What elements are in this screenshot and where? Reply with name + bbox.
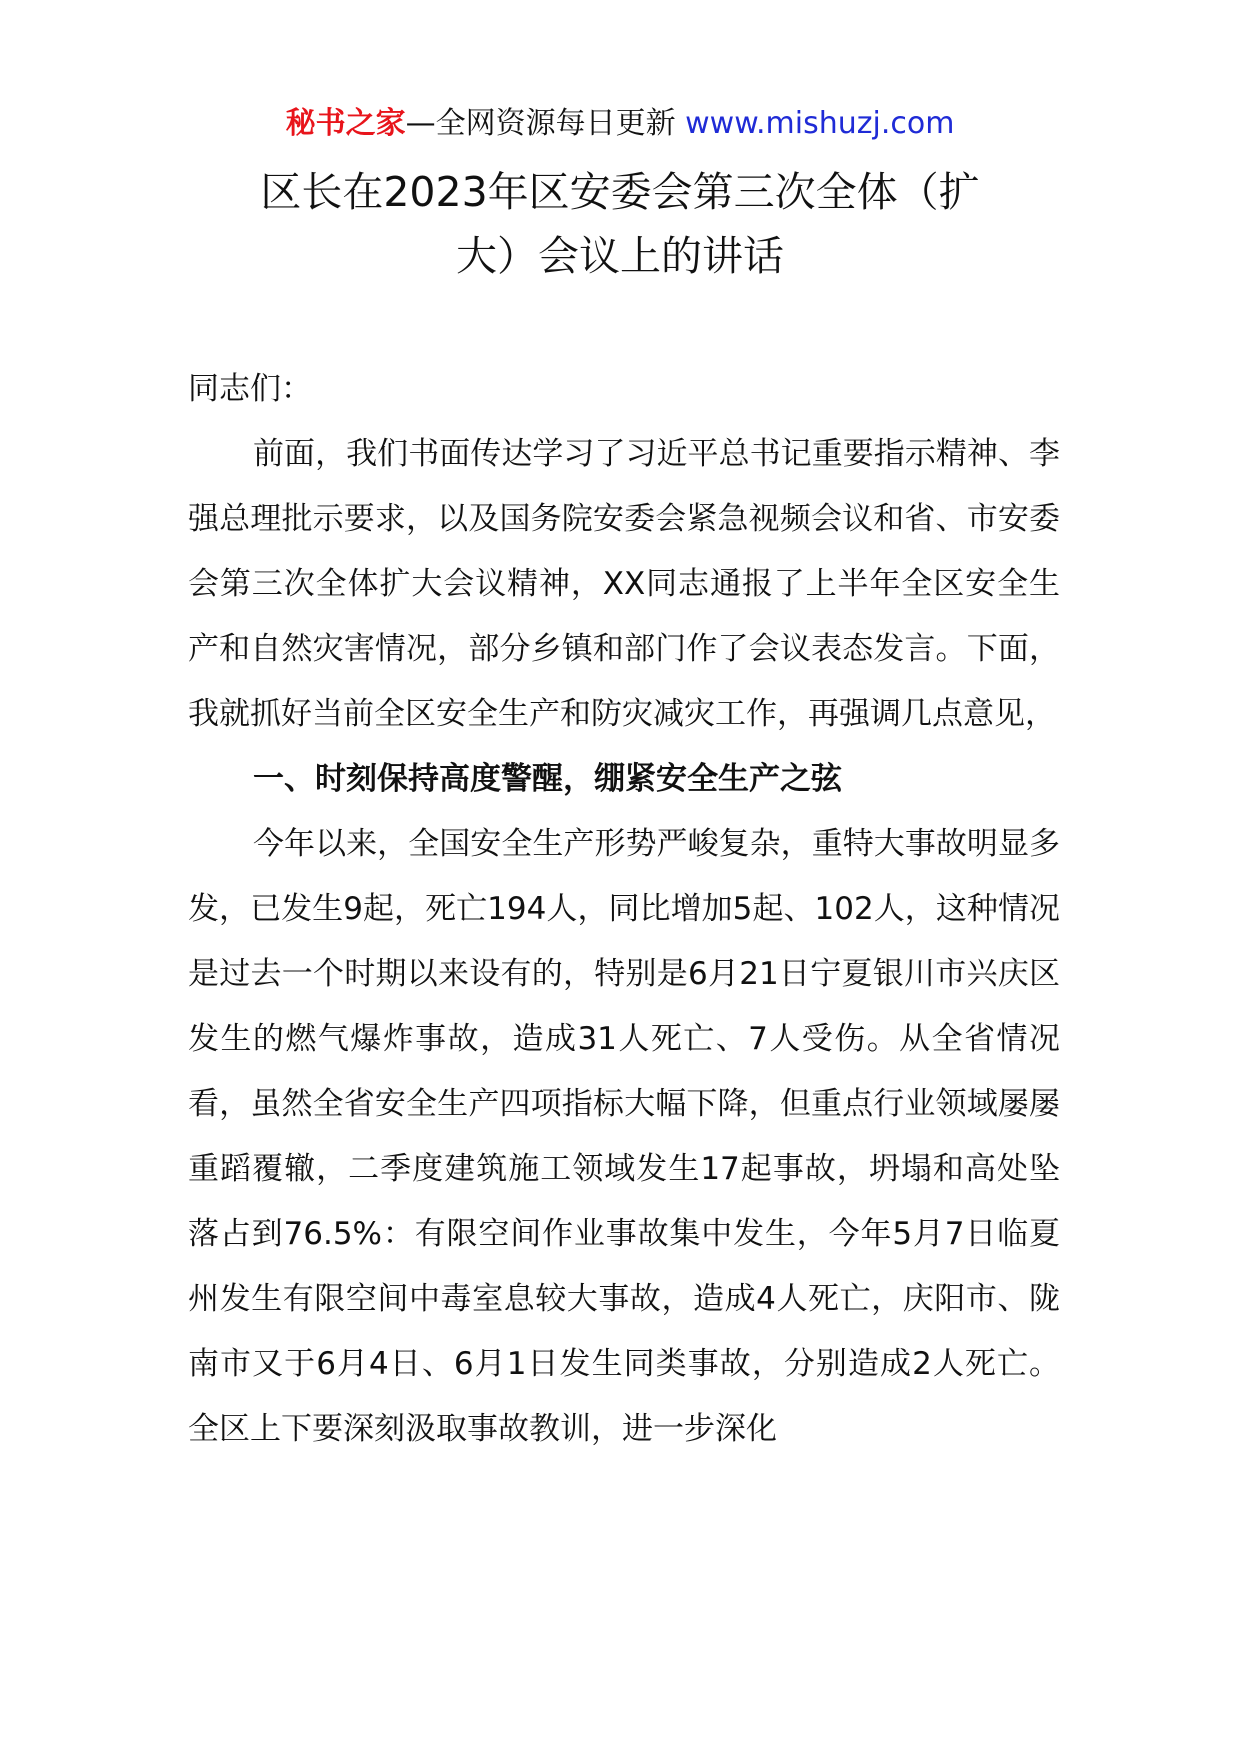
section-heading-1: 一、时刻保持高度警醒，绷紧安全生产之弦 (253, 761, 842, 797)
watermark-header (0, 100, 1240, 148)
brand-name: 秘书之家 (285, 106, 406, 141)
brand-slogan: —全网资源每日更新 (405, 106, 686, 141)
title-line-1: 区长在2023年区安委会第三次全体（扩 (260, 168, 980, 216)
paragraph-intro: 前面，我们书面传达学习了习近平总书记重要指示精神、李强总理批示要求，以及国务院安委会紧急视频会议和省、市安委会第三次全体扩大会议精神，XX同志通报了上半年全区安全生产和自然灾害情况，部分乡镇和部门作了会议表态发言。下面，我就抓好当前全区安全生产和防灾减灾工作，再强调几点意见， (188, 436, 1060, 732)
document-title (150, 160, 1090, 288)
brand-url[interactable]: www.mishuzj.com (685, 106, 955, 141)
title-line-2: 大）会议上的讲话 (456, 232, 784, 280)
salutation: 同志们： (188, 371, 312, 407)
document-body (188, 357, 1060, 1462)
paragraph-situation: 今年以来，全国安全生产形势严峻复杂，重特大事故明显多发，已发生9起，死亡194人，同比增加5起、102人，这种情况是过去一个时期以来设有的，特别是6月21日宁夏银川市兴庆区发生的燃气爆炸事故，造成31人死亡、7人受伤。从全省情况看，虽然全省安全生产四项指标大幅下降，但重点行业领域屡屡重蹈覆辙，二季度建筑施工领域发生17起事故，坍塌和高处坠落占到76.5%：有限空间作业事故集中发生，今年5月7日临夏州发生有限空间中毒室息较大事故，造成4人死亡，庆阳市、陇南市又于6月4日、6月1日发生同类事故，分别造成2人死亡。全区上下要深刻汲取事故教训，进一步深化 (188, 826, 1060, 1447)
